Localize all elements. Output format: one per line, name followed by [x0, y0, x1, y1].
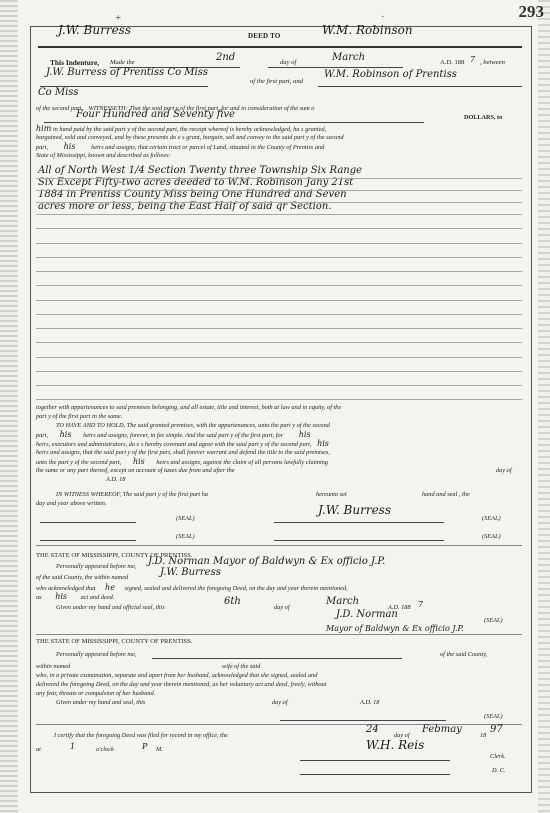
indenture-year: 7 — [470, 55, 476, 64]
section-divider — [36, 634, 522, 635]
day-of-label: day of — [274, 604, 290, 611]
hand-and-seal-text: hand and seal , the — [422, 491, 470, 498]
year-label: A.D. 188 — [440, 59, 465, 66]
taxes-line — [36, 466, 524, 475]
fill-line — [280, 720, 446, 721]
fill-line — [274, 540, 444, 541]
header-rule — [38, 46, 522, 48]
page-number: 293 — [518, 2, 544, 21]
day-of-label: day of — [280, 59, 297, 66]
ack1-state-heading: THE STATE OF MISSISSIPPI, COUNTY OF PRENTISS. — [36, 552, 193, 559]
ad-label: A.D. 18 — [106, 476, 126, 483]
ack1-signature-title: Mayor of Baldwyn & Ex officio J.P. — [326, 624, 464, 633]
blank-line — [36, 399, 522, 400]
part-label: part, — [36, 144, 49, 151]
his-handwritten: his — [317, 439, 329, 448]
above-written-text: day and year above written. — [36, 500, 107, 507]
heirs-text: heirs and assigns, that certain tract or parcel of Land, situated in the County of Prentiss and — [91, 144, 325, 151]
wife-of-text: wife of the said — [222, 663, 261, 670]
fill-line — [318, 86, 522, 87]
as-label: as — [36, 594, 42, 601]
registration-mark: + — [115, 12, 122, 24]
ack1-act-line — [36, 592, 524, 602]
ack1-official-name: J.D. Norman Mayor of Baldwyn & Ex officio J.P. — [148, 556, 386, 567]
indenture-label: This Indenture, — [50, 58, 100, 67]
act-and-deed-text: act and deed. — [80, 594, 115, 601]
taxes-text: the same or any part thereof, except on account of taxes due from and after the — [36, 467, 235, 474]
second-party-county: Co Miss — [38, 87, 79, 98]
his-handwritten: his — [298, 430, 311, 439]
blank-line — [36, 257, 522, 258]
year-label: 18 — [480, 732, 487, 739]
blank-line — [36, 190, 522, 191]
consideration-amount: Four Hundred and Seventy five — [76, 109, 235, 120]
deed-to-label: DEED TO — [248, 32, 281, 40]
ack1-month: March — [326, 596, 360, 607]
dc-label: D. C. — [492, 767, 506, 774]
blank-line — [36, 243, 522, 244]
fill-line — [152, 658, 402, 659]
indenture-month: March — [332, 52, 366, 63]
second-part-label: of the second part, — [36, 105, 83, 112]
seal-label: (SEAL) — [176, 515, 195, 522]
year-label: A.D. 18 — [360, 699, 380, 706]
description-line-3: 1884 in Prentiss County Miss being One Hundred and Seven — [38, 189, 347, 200]
ack1-day: 6th — [224, 596, 241, 607]
scan-edge-left — [0, 0, 18, 813]
day-of-label: day of — [272, 699, 288, 706]
ack1-year: 7 — [418, 600, 424, 609]
made-the-label: Made the — [110, 59, 135, 66]
signed-sealed-text: signed, sealed and delivered the foregoing Deed, on the day and year therein mentioned, — [124, 585, 348, 592]
clerk-year: 97 — [490, 724, 503, 735]
witness-whereof-text: IN WITNESS WHEREOF, The said part y of the first part ha — [56, 491, 209, 498]
blank-line — [36, 371, 522, 372]
description-line-1: All of North West 1/4 Section Twenty three Township Six Range — [38, 165, 363, 176]
his-handwritten: his — [132, 457, 145, 466]
part-label: part, — [36, 432, 49, 439]
blank-line — [36, 178, 522, 179]
private-exam-text: who, in a private examination, separate and apart from her husband, acknowledged that she signed, sealed and — [36, 672, 318, 679]
oclock-label: o'clock — [96, 746, 114, 753]
fill-line — [300, 774, 450, 775]
claim-text: heirs and assigns, against the claim of all persons lawfully claiming — [156, 459, 328, 466]
blank-line — [36, 214, 522, 215]
seal-label: (SEAL) — [176, 533, 195, 540]
covenant-text: heirs, executors and administrators, do e s hereby covenant and agree with the said part y of the second part, — [36, 441, 312, 448]
year-label: A.D. 188 — [388, 604, 411, 611]
scan-edge-right — [538, 0, 550, 813]
blank-line — [36, 385, 522, 386]
registration-dot: · — [381, 12, 385, 23]
compulsion-text: any fear, threats or compulsion of her husband. — [36, 690, 156, 697]
first-part-label: of the first part, and — [250, 78, 303, 85]
blank-line — [36, 342, 522, 343]
appeared-before-text: Personally appeared before me, — [56, 651, 137, 658]
his-handwritten: his — [59, 430, 72, 439]
second-part-text: unto the part y of the second part, — [36, 459, 122, 466]
description-line-2: Six Except Fifty-two acres deeded to W.M. Robinson Jany 21st — [38, 177, 354, 188]
ack2-within-named-line — [36, 662, 524, 671]
grantor-name: J.W. Burress — [58, 23, 131, 37]
clerk-day: 24 — [366, 724, 379, 735]
state-text: State of Mississippi, known and described as follows: — [36, 152, 171, 159]
blank-line — [36, 357, 522, 358]
conveyance-text: bargained, sold and conveyed, and by these presents do e s grant, bargain, sell and convey to the said part y of the second — [36, 134, 344, 141]
his-handwritten: his — [63, 142, 76, 151]
clerk-hour: 1 — [70, 742, 76, 751]
blank-line — [36, 300, 522, 301]
grantor-signature: J.W. Burress — [318, 503, 391, 517]
indenture-day: 2nd — [216, 52, 236, 63]
he-handwritten: he — [105, 583, 115, 592]
fill-line — [40, 522, 136, 523]
within-named-text: of the said County, the within named — [36, 574, 129, 581]
first-party-name: J.W. Burress of Prentiss Co Miss — [46, 67, 208, 78]
fill-line — [268, 67, 403, 68]
first-part-same-text: part y of the first part in the same. — [36, 413, 123, 420]
fill-line — [300, 760, 450, 761]
ack1-within-named-line — [36, 567, 524, 582]
blank-line — [36, 228, 522, 229]
to-have-and-hold-text: TO HAVE AND TO HOLD, The said granted premises, with the appurtenances, unto the part y of the second — [56, 422, 330, 429]
day-of-label: day of — [394, 732, 410, 739]
said-county-text: of the said County, — [440, 651, 488, 658]
clerk-signature: W.H. Reis — [366, 738, 425, 752]
section-divider — [36, 545, 522, 546]
fee-simple-text: heirs and assigns, forever, in fee simple. And the said part y of the first part, for — [83, 432, 284, 439]
within-named-text: within named — [36, 663, 71, 670]
his-handwritten: his — [55, 592, 68, 601]
between-label: , between — [480, 59, 505, 66]
grantee-name: W.M. Robinson — [322, 23, 413, 37]
ack2-state-heading: THE STATE OF MISSISSIPPI, COUNTY OF PRENTISS. — [36, 638, 193, 645]
ack1-named-party: J.W. Burress — [160, 567, 221, 578]
ack1-signature: J.D. Norman — [336, 609, 398, 620]
fill-line — [40, 540, 136, 541]
blank-line — [36, 285, 522, 286]
fill-line — [274, 522, 444, 523]
at-label: at — [36, 746, 41, 753]
second-party-name: W.M. Robinson of Prentiss — [324, 69, 457, 80]
acknowledged-text: who acknowledged that — [36, 585, 96, 592]
fill-line — [44, 122, 424, 123]
dollars-label: DOLLARS, to — [464, 114, 503, 121]
voluntary-act-text: delivered the foregoing Deed, on the day and year therein mentioned, as her voluntary act and deed, freely, without — [36, 681, 327, 688]
day-of-label: day of — [496, 467, 512, 474]
clerk-ampm: P — [142, 742, 148, 751]
clerk-month: Febmay — [422, 724, 462, 735]
blank-line — [36, 202, 522, 203]
blank-line — [36, 271, 522, 272]
seal-label: (SEAL) — [484, 617, 503, 624]
given-under-text: Given under my hand and official seal, this — [56, 604, 165, 611]
him-handwritten: him — [36, 124, 52, 133]
hereunto-set-text: hereunto set — [316, 491, 347, 498]
description-line-4: acres more or less, being the East Half of said qr Section. — [38, 201, 332, 212]
m-label: M. — [156, 746, 163, 753]
seal-label: (SEAL) — [482, 533, 501, 540]
certify-text: I certify that the foregoing Deed was filed for record in my office, the — [54, 732, 228, 739]
appurtenances-text: together with appurtenances to said premises belonging, and all estate, title and interest, both at law and in equity, of the — [36, 404, 342, 411]
seal-label: (SEAL) — [484, 713, 503, 720]
warrant-text: heirs and assigns, that the said part y of the first part, shall forever warrant and defend the title to the said premises, — [36, 449, 330, 456]
receipt-text: in hand paid by the said part y of the second part, the receipt whereof is hereby acknowledged, ha s granted, — [52, 126, 327, 133]
clerk-time-line — [36, 738, 524, 754]
given-under-text: Given under my hand and seal, this — [56, 699, 146, 706]
blank-line — [36, 314, 522, 315]
witnesseth-text: WITNESSETH: That the said part y of the first part, for and in consideration of the sum o — [88, 105, 315, 112]
seal-label: (SEAL) — [482, 515, 501, 522]
blank-line — [36, 328, 522, 329]
appeared-before-text: Personally appeared before me, — [56, 563, 137, 570]
clerk-label: Clerk. — [490, 753, 506, 760]
